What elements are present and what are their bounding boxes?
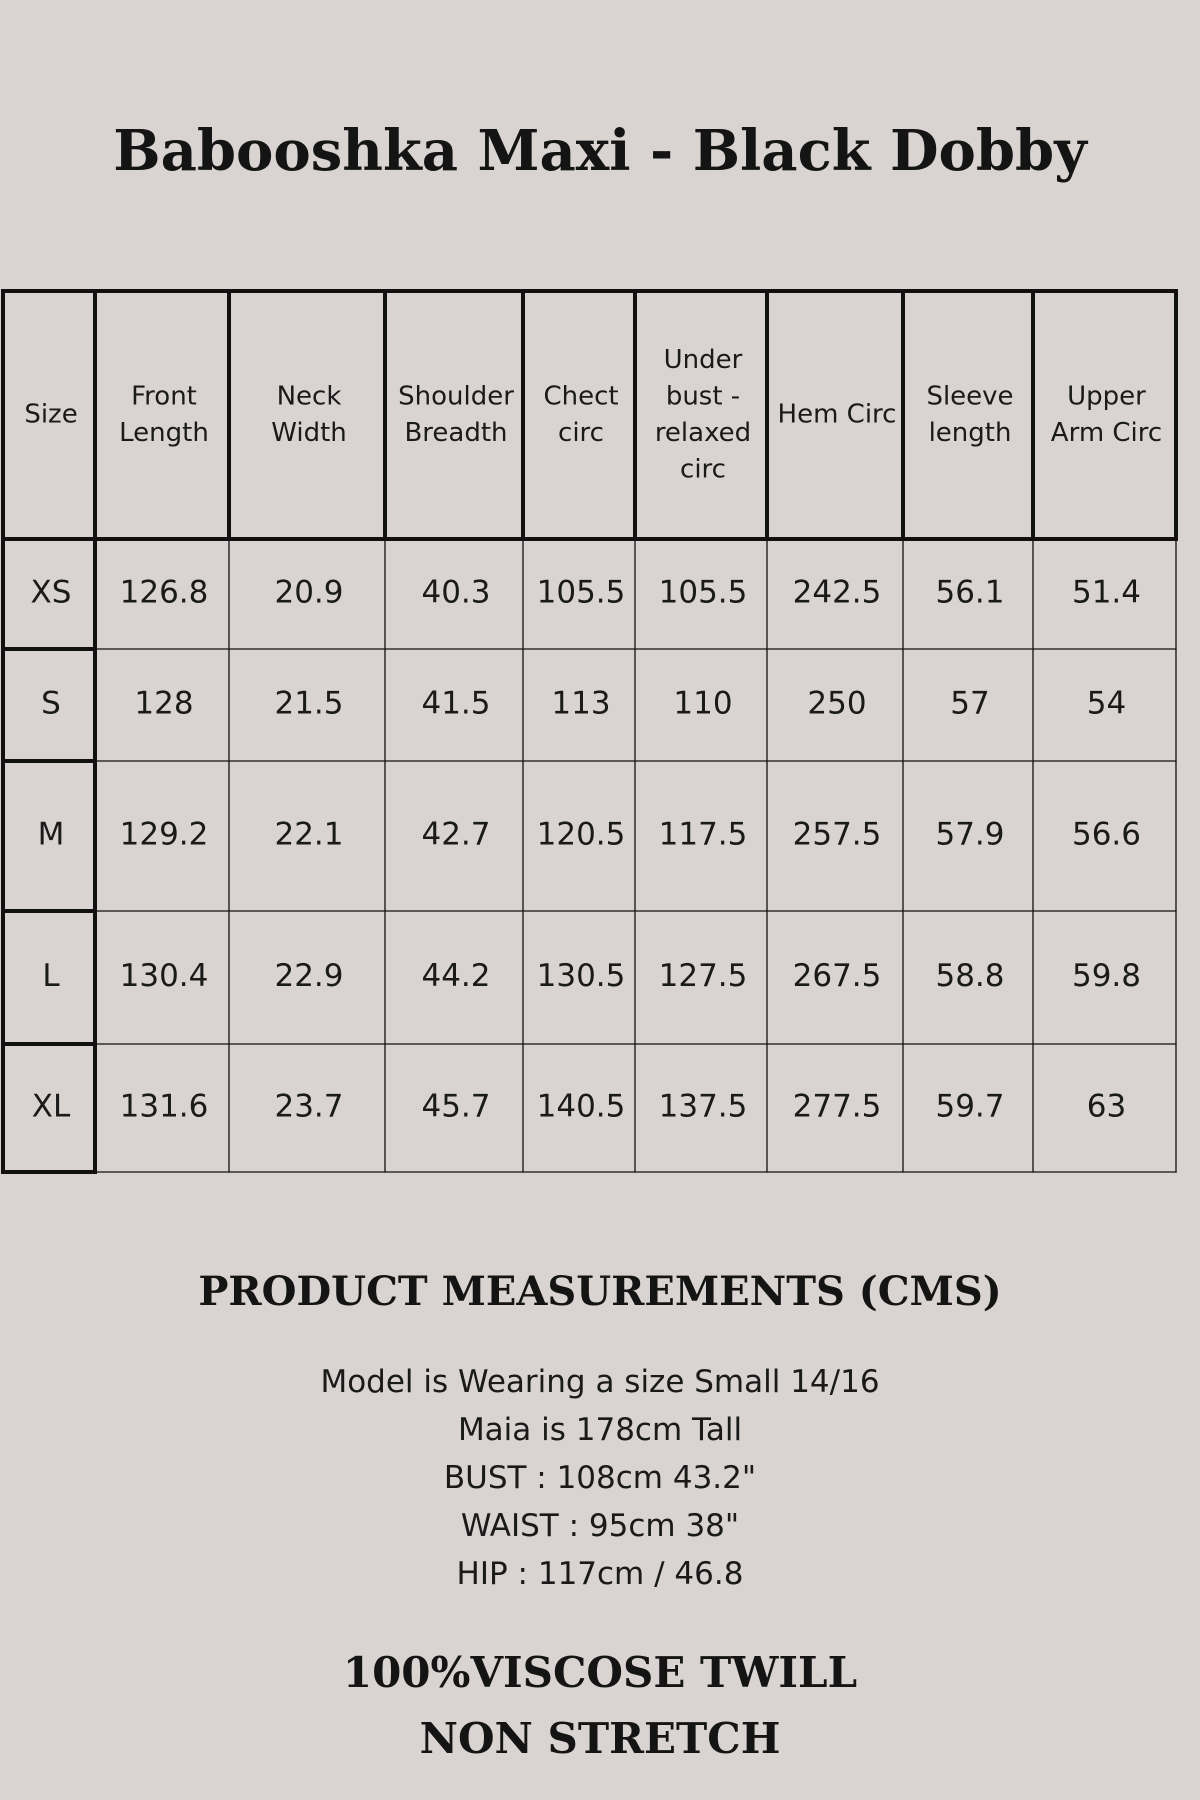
note-waist: WAIST : 95cm 38"	[460, 1508, 740, 1544]
measurement-cell: 120.5	[536, 816, 626, 853]
section-title: PRODUCT MEASUREMENTS (CMS)	[198, 1268, 1002, 1315]
model-notes	[0, 1358, 1200, 1598]
header-cell-label: bust -	[665, 381, 741, 412]
measurement-cell: 63	[1086, 1088, 1127, 1125]
size-label: L	[42, 958, 60, 994]
header-cell-label: Chect	[543, 381, 619, 412]
measurement-cell: 137.5	[658, 1088, 748, 1125]
measurement-cell: 45.7	[421, 1088, 491, 1125]
header-cell-label: Breadth	[404, 417, 508, 448]
measurement-cell: 126.8	[119, 574, 209, 611]
measurement-cell: 20.9	[274, 574, 344, 611]
measurement-cell: 113	[551, 685, 611, 722]
measurement-cell: 42.7	[421, 816, 491, 853]
measurement-cell: 59.7	[935, 1088, 1005, 1125]
measurement-cell: 130.5	[536, 958, 626, 994]
measurement-cell: 56.6	[1071, 816, 1142, 853]
measurement-cell: 110	[673, 685, 733, 722]
header-cell-label: Hem Circ	[777, 399, 897, 430]
measurement-cell: 57.9	[935, 816, 1005, 853]
measurement-cell: 129.2	[119, 816, 209, 853]
measurement-cell: 44.2	[421, 958, 491, 994]
measurement-cell: 21.5	[274, 685, 344, 722]
header-cell-label: Front	[131, 381, 197, 412]
measurement-cell: 105.5	[658, 574, 748, 611]
fabric-composition: 100%VISCOSE TWILL	[342, 1648, 858, 1697]
measurement-cell: 59.8	[1071, 958, 1142, 994]
measurement-cell: 41.5	[421, 685, 491, 722]
measurement-cell: 267.5	[792, 958, 882, 994]
measurement-cell: 40.3	[421, 574, 491, 611]
note-hip: HIP : 117cm / 46.8	[456, 1556, 744, 1592]
size-label: S	[41, 685, 61, 722]
note-model-size: Model is Wearing a size Small 14/16	[320, 1364, 880, 1400]
measurement-cell: 51.4	[1071, 574, 1142, 611]
size-label: M	[37, 816, 65, 853]
header-cell-label: Under	[663, 344, 743, 375]
measurement-cell: 22.1	[274, 816, 344, 853]
header-cell-label: Shoulder	[398, 381, 514, 412]
header-cell-label: Length	[119, 417, 209, 448]
measurement-cell: 23.7	[274, 1088, 344, 1125]
measurement-cell: 117.5	[658, 816, 748, 853]
fabric-stretch: NON STRETCH	[419, 1714, 781, 1763]
measurement-cell: 57	[950, 685, 990, 722]
header-cell-label: Upper	[1067, 381, 1146, 412]
measurement-cell: 277.5	[792, 1088, 882, 1125]
header-cell-label: Sleeve	[926, 381, 1014, 412]
note-model-height: Maia is 178cm Tall	[457, 1412, 743, 1448]
header-cell-label: length	[928, 417, 1012, 448]
size-label: XL	[31, 1088, 71, 1125]
measurement-cell: 130.4	[119, 958, 209, 994]
header-cell-label: relaxed	[654, 417, 752, 448]
page-title: Babooshka Maxi - Black Dobby	[113, 118, 1087, 184]
measurement-cell: 128	[134, 685, 194, 722]
header-cell-label: circ	[680, 454, 726, 485]
measurement-cell: 105.5	[536, 574, 626, 611]
measurement-cell: 131.6	[119, 1088, 209, 1125]
header-cell-label: Arm Circ	[1050, 417, 1163, 448]
measurement-cell: 140.5	[536, 1088, 626, 1125]
fabric-info	[0, 1640, 1200, 1772]
header-cell-label: Size	[24, 399, 78, 430]
measurement-cell: 242.5	[792, 574, 882, 611]
note-bust: BUST : 108cm 43.2"	[443, 1460, 757, 1496]
measurement-cell: 56.1	[935, 574, 1005, 611]
measurement-cell: 127.5	[658, 958, 748, 994]
measurement-cell: 58.8	[935, 958, 1005, 994]
measurement-cell: 250	[807, 685, 867, 722]
header-cell-label: circ	[558, 417, 604, 448]
header-cell-label: Width	[271, 417, 347, 448]
measurement-cell: 22.9	[274, 958, 344, 994]
measurement-cell: 54	[1086, 685, 1127, 722]
header-cell-label: Neck	[276, 381, 342, 412]
size-label: XS	[30, 574, 72, 611]
measurement-cell: 257.5	[792, 816, 882, 853]
